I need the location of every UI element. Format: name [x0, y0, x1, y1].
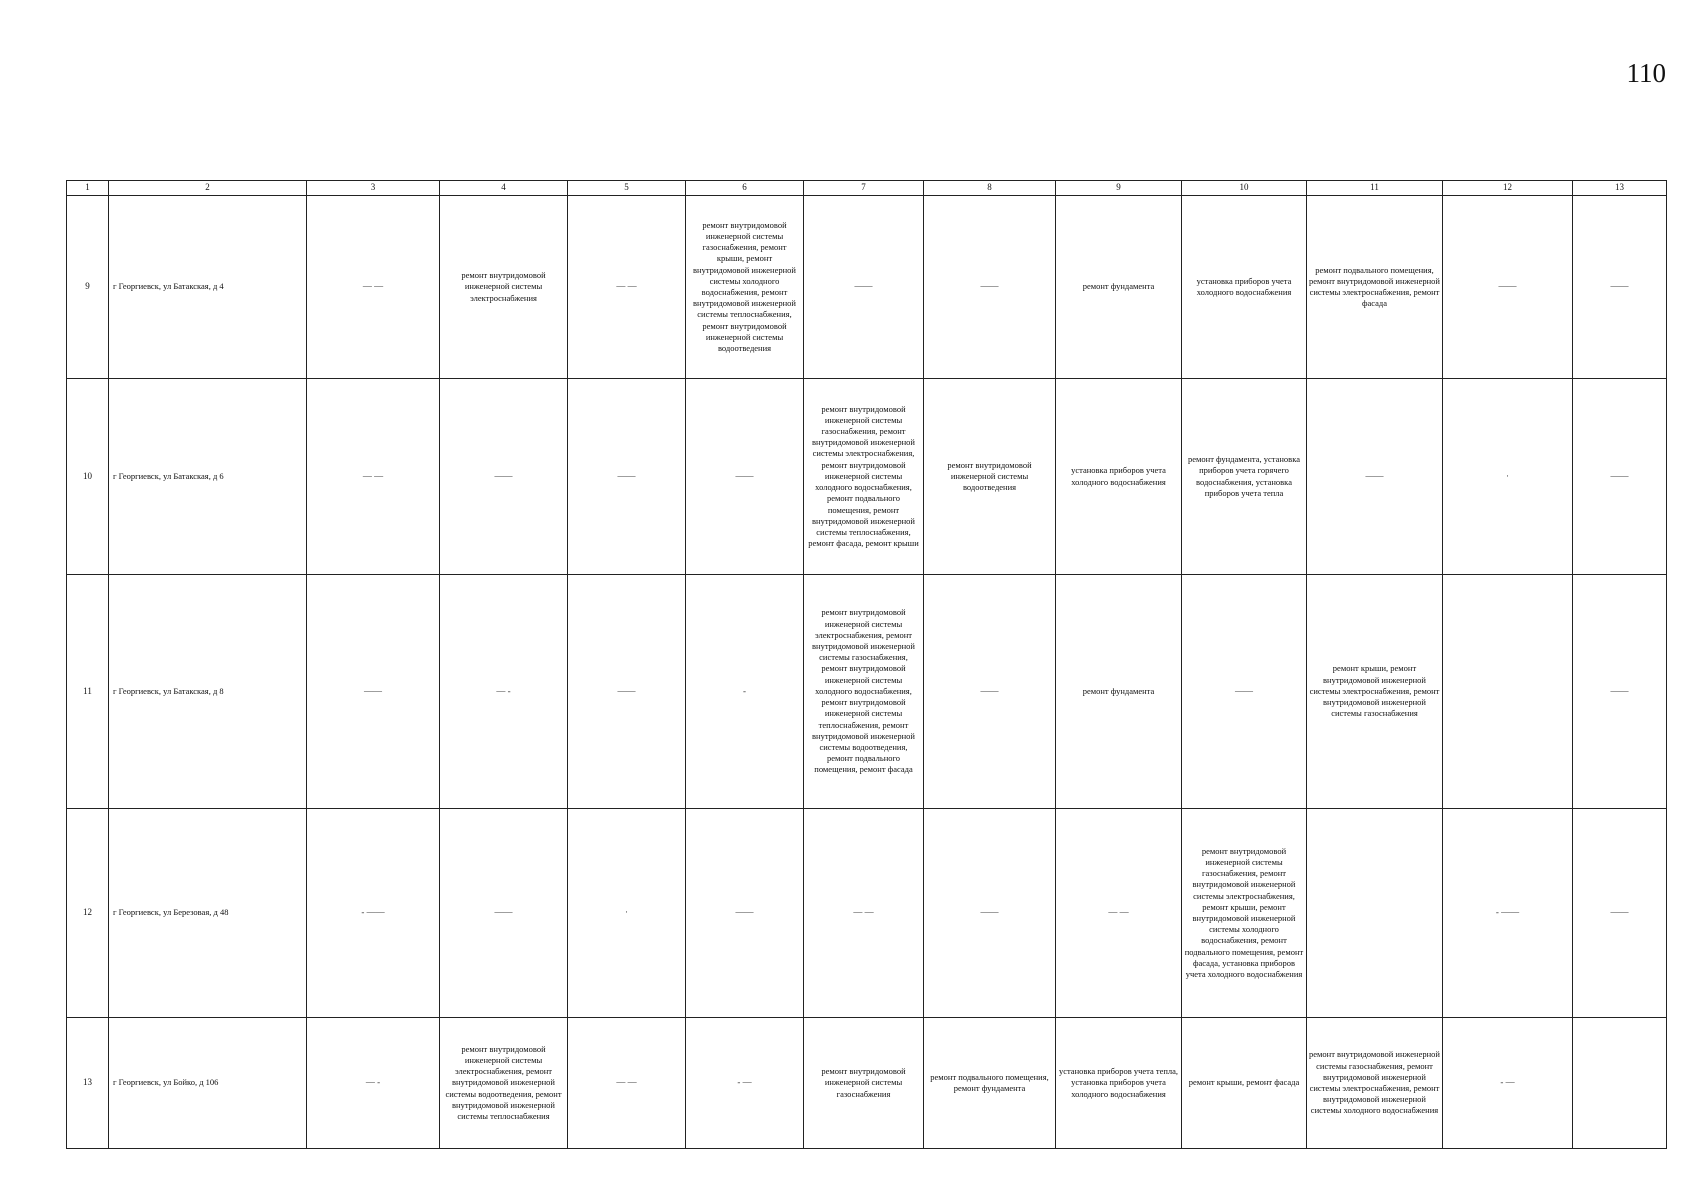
column-header: 9 — [1056, 181, 1182, 196]
table-cell: —— — [1182, 575, 1307, 809]
table-cell: —— — [307, 575, 440, 809]
table-cell: —— — [440, 379, 568, 575]
table-cell: · — [568, 809, 686, 1018]
column-header: 3 — [307, 181, 440, 196]
table-cell: ремонт фундамента, установка приборов учета горячего водоснабжения, установка приборов учета тепла — [1182, 379, 1307, 575]
address-cell: г Георгиевск, ул Батакская, д 4 — [109, 196, 307, 379]
table-cell: —— — [1573, 575, 1667, 809]
table-cell: ремонт внутридомовой инженерной системы электроснабжения, ремонт внутридомовой инженерной системы водоотведения, ремонт внутридомовой инженерной системы теплоснабжения — [440, 1018, 568, 1149]
table-cell: ремонт подвального помещения, ремонт фундамента — [924, 1018, 1056, 1149]
row-number: 13 — [67, 1018, 109, 1149]
row-number: 12 — [67, 809, 109, 1018]
table-cell: — — — [568, 1018, 686, 1149]
table-cell: —— — [1307, 379, 1443, 575]
table-cell — [1307, 809, 1443, 1018]
table-cell: —— — [1573, 379, 1667, 575]
table-cell: ремонт внутридомовой инженерной системы электроснабжения, ремонт внутридомовой инженерной системы газоснабжения, ремонт внутридомовой инженерной системы холодного водоснабжения, ремонт внутридомовой инженерной системы теплоснабжения, ремонт внутридомовой инженерной системы водоотведения, ремонт подвального помещения, ремонт фасада — [804, 575, 924, 809]
table-cell: ремонт фундамента — [1056, 575, 1182, 809]
address-cell: г Георгиевск, ул Березовая, д 48 — [109, 809, 307, 1018]
table-cell: —— — [568, 575, 686, 809]
table-cell: —— — [924, 575, 1056, 809]
table-cell: —— — [686, 379, 804, 575]
table-cell: — - — [440, 575, 568, 809]
header-row — [67, 181, 1667, 196]
table-cell — [1573, 1018, 1667, 1149]
table-cell: — - — [307, 1018, 440, 1149]
row-number: 9 — [67, 196, 109, 379]
table-cell: ремонт подвального помещения, ремонт внутридомовой инженерной системы электроснабжения, ремонт фасада — [1307, 196, 1443, 379]
address-cell: г Георгиевск, ул Батакская, д 6 — [109, 379, 307, 575]
table-cell: — — — [568, 196, 686, 379]
table-cell: —— — [924, 196, 1056, 379]
column-header: 4 — [440, 181, 568, 196]
column-header: 13 — [1573, 181, 1667, 196]
row-number: 10 — [67, 379, 109, 575]
table-cell: - — — [1443, 1018, 1573, 1149]
table-row — [67, 809, 1667, 1018]
table-row — [67, 575, 1667, 809]
table-cell — [1443, 575, 1573, 809]
table-cell: —— — [804, 196, 924, 379]
table-cell: · — [1443, 379, 1573, 575]
table-cell: ремонт внутридомовой инженерной системы электроснабжения — [440, 196, 568, 379]
column-header: 8 — [924, 181, 1056, 196]
table-cell: ремонт внутридомовой инженерной системы газоснабжения, ремонт внутридомовой инженерной системы электроснабжения, ремонт внутридомовой инженерной системы холодного водоснабжения — [1307, 1018, 1443, 1149]
column-header: 5 — [568, 181, 686, 196]
column-header: 11 — [1307, 181, 1443, 196]
table-cell: установка приборов учета тепла, установка приборов учета холодного водоснабжения — [1056, 1018, 1182, 1149]
column-header: 2 — [109, 181, 307, 196]
table-cell: — — — [307, 379, 440, 575]
table-row — [67, 1018, 1667, 1149]
table-cell: - — — [686, 1018, 804, 1149]
table-cell: ремонт внутридомовой инженерной системы газоснабжения, ремонт внутридомовой инженерной системы электроснабжения, ремонт внутридомовой инженерной системы холодного водоснабжения, ремонт подвального помещения, ремонт внутридомовой инженерной системы теплоснабжения, ремонт фасада, ремонт крыши — [804, 379, 924, 575]
table-cell: - —— — [1443, 809, 1573, 1018]
table-cell: —— — [1573, 196, 1667, 379]
table-cell: - —— — [307, 809, 440, 1018]
table-cell: ремонт внутридомовой инженерной системы газоснабжения, ремонт внутридомовой инженерной системы электроснабжения, ремонт крыши, ремонт внутридомовой инженерной системы холодного водоснабжения, ремонт подвального помещения, ремонт фасада, установка приборов учета холодного водоснабжения — [1182, 809, 1307, 1018]
table-cell: —— — [440, 809, 568, 1018]
table-cell: —— — [1573, 809, 1667, 1018]
table-cell: — — — [1056, 809, 1182, 1018]
column-header: 12 — [1443, 181, 1573, 196]
address-cell: г Георгиевск, ул Бойко, д 106 — [109, 1018, 307, 1149]
table-cell: —— — [686, 809, 804, 1018]
table-cell: ремонт крыши, ремонт внутридомовой инженерной системы электроснабжения, ремонт внутридомовой инженерной системы газоснабжения — [1307, 575, 1443, 809]
table-row — [67, 379, 1667, 575]
column-header: 1 — [67, 181, 109, 196]
table-cell: ремонт фундамента — [1056, 196, 1182, 379]
table-cell: — — — [804, 809, 924, 1018]
table-cell: —— — [568, 379, 686, 575]
table-cell: ремонт внутридомовой инженерной системы газоснабжения, ремонт крыши, ремонт внутридомовой инженерной системы холодного водоснабжения, ремонт внутридомовой инженерной системы теплоснабжения, ремонт внутридомовой инженерной системы водоотведения — [686, 196, 804, 379]
table-cell: ремонт внутридомовой инженерной системы газоснабжения — [804, 1018, 924, 1149]
page-number: 110 — [1626, 58, 1666, 88]
table-cell: —— — [924, 809, 1056, 1018]
table-cell: ремонт внутридомовой инженерной системы водоотведения — [924, 379, 1056, 575]
address-cell: г Георгиевск, ул Батакская, д 8 — [109, 575, 307, 809]
table-cell: установка приборов учета холодного водоснабжения — [1182, 196, 1307, 379]
table-row — [67, 196, 1667, 379]
table-cell: — — — [307, 196, 440, 379]
table-cell: ремонт крыши, ремонт фасада — [1182, 1018, 1307, 1149]
repair-schedule-table — [66, 180, 1667, 1149]
column-header: 10 — [1182, 181, 1307, 196]
row-number: 11 — [67, 575, 109, 809]
column-header: 7 — [804, 181, 924, 196]
table-cell: установка приборов учета холодного водоснабжения — [1056, 379, 1182, 575]
column-header: 6 — [686, 181, 804, 196]
table-cell: - — [686, 575, 804, 809]
table-cell: —— — [1443, 196, 1573, 379]
